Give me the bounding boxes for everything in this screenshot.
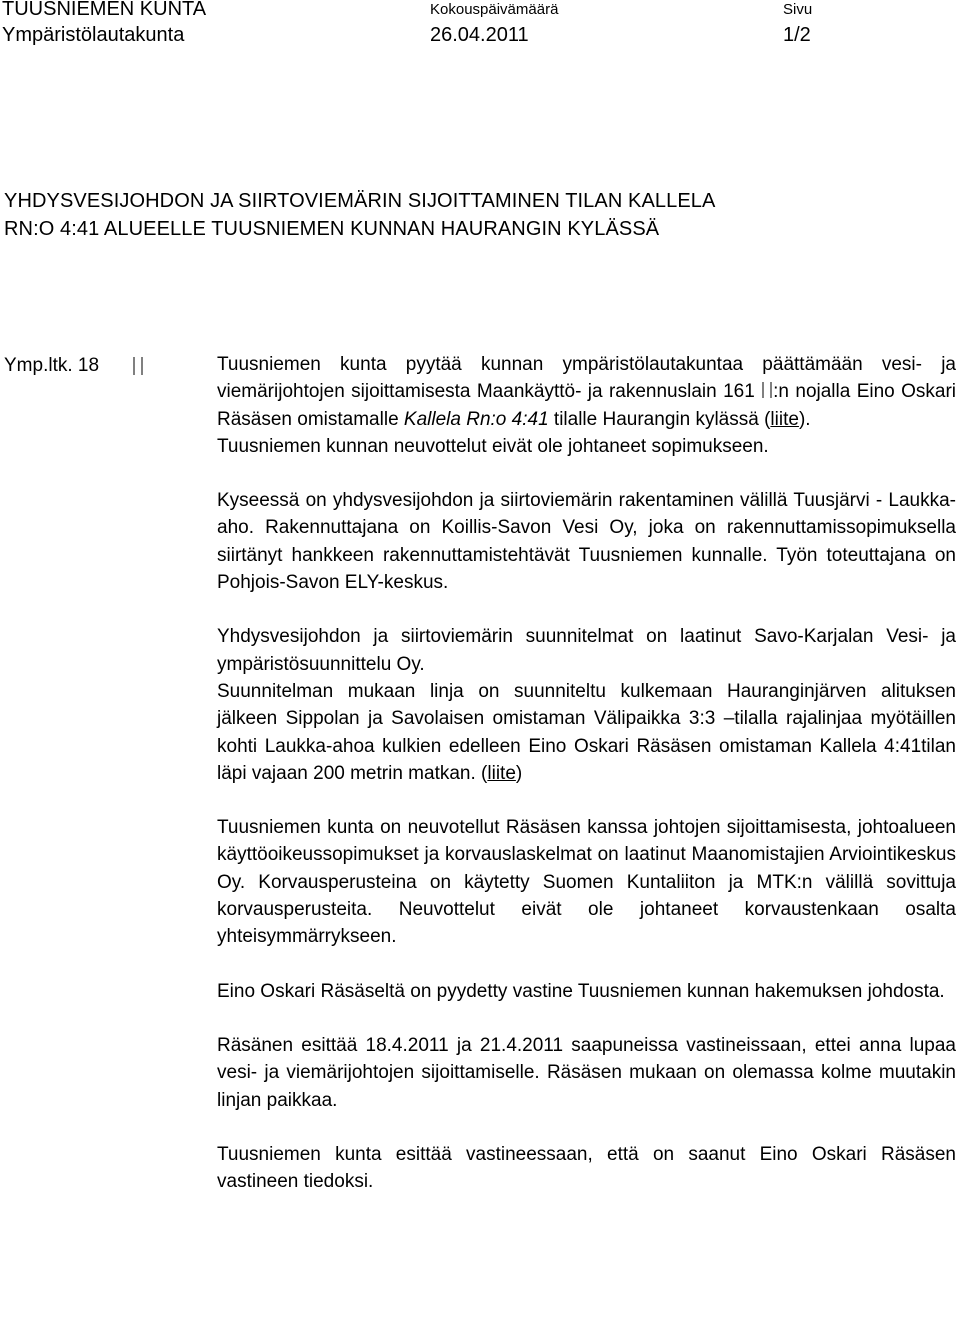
paragraph-1-text-d: ). bbox=[798, 408, 811, 430]
section-sign-icon bbox=[761, 381, 773, 399]
date-label: Kokouspäivämäärä bbox=[430, 1, 559, 18]
paragraph-1-text-b: :n nojalla Eino Oskari Räsäsen omistamalle bbox=[217, 381, 956, 430]
title-line-2: RN:O 4:41 ALUEELLE TUUSNIEMEN KUNNAN HAURANGIN KYLÄSSÄ bbox=[4, 218, 660, 240]
section-sign-icon bbox=[128, 354, 148, 378]
paragraph-4 bbox=[217, 678, 956, 787]
attachment-link[interactable]: liite bbox=[487, 762, 516, 784]
organization-name: TUUSNIEMEN KUNTA bbox=[2, 0, 207, 20]
paragraph-1-text-c: tilalle Haurangin kylässä ( bbox=[553, 408, 771, 430]
meeting-date: 26.04.2011 bbox=[430, 24, 529, 46]
title-line-1: YHDYSVESIJOHDON JA SIIRTOVIEMÄRIN SIJOITTAMINEN TILAN KALLELA bbox=[4, 190, 716, 212]
paragraph-1-line-2: Tuusniemen kunnan neuvottelut eivät ole johtaneet sopimukseen. bbox=[217, 435, 769, 457]
paragraph-8: Tuusniemen kunta esittää vastineessaan, että on saanut Eino Oskari Räsäsen vastineen tiedoksi. bbox=[217, 1143, 956, 1193]
attachment-link[interactable]: liite bbox=[770, 408, 799, 430]
page-number: 1/2 bbox=[783, 24, 811, 46]
document-header bbox=[0, 0, 960, 48]
paragraph-4-text: Suunnitelman mukaan linja on suunniteltu kulkemaan Hauranginjärven alituksen jälkeen Sippolan ja Savolaisen omistaman Välipaikka 3:3 –tilalla rajalinjaa myötäillen kohti Laukka-ahoa kulkien edelleen Eino Oskari Räsäsen omistaman Kallela 4:41tilan läpi vajaan 200 metrin matkan. ( bbox=[217, 680, 956, 784]
page-label: Sivu bbox=[783, 1, 813, 18]
property-name-italic: Kallela Rn:o 4:41 bbox=[403, 408, 549, 430]
paragraph-4-end: ) bbox=[515, 762, 523, 784]
paragraph-3: Yhdysvesijohdon ja siirtoviemärin suunnitelmat on laatinut Savo-Karjalan Vesi- ja ympäristösuunnittelu Oy. bbox=[217, 626, 956, 675]
paragraph-5: Tuusniemen kunta on neuvotellut Räsäsen kanssa johtojen sijoittamisesta, johtoalueen käyttöoikeussopimukset ja korvauslaskelmat on laatinut Maanomistajien Arviointikeskus Oy. Korvausperusteina on käytetty Suomen Kuntaliiton ja MTK:n välillä sovittuja korvausperusteita. Neuvottelut eivät ole johtaneet korvaustenkaan osalta yhteisymmärrykseen. bbox=[217, 817, 956, 948]
paragraph-2: Kyseessä on yhdysvesijohdon ja siirtoviemärin rakentaminen välillä Tuusjärvi - Laukka-aho. Rakennuttajana on Koillis-Savon Vesi Oy, joka on rakennuttamissopimuksella siirtänyt hankkeen rakennuttamistehtävät Tuusniemen kunnalle. Työn toteuttajana on Pohjois-Savon ELY-keskus. bbox=[217, 490, 956, 594]
document-body bbox=[217, 351, 956, 1195]
section-reference: Ymp.ltk. 18 bbox=[4, 355, 100, 376]
board-name: Ympäristölautakunta bbox=[2, 24, 185, 46]
paragraph-1-text-a: Tuusniemen kunta pyytää kunnan ympäristölautakuntaa päättämään vesi- ja viemärijohtojen sijoittamisesta Maankäyttö- ja rakennuslain 161 bbox=[217, 354, 956, 403]
paragraph-7: Räsänen esittää 18.4.2011 ja 21.4.2011 saapuneissa vastineissaan, ettei anna lupaa vesi- ja viemärijohtojen sijoittamiselle. Räsäsen mukaan on olemassa kolme muutakin linjan paikkaa. bbox=[217, 1034, 956, 1111]
paragraph-6: Eino Oskari Räsäseltä on pyydetty vastine Tuusniemen kunnan hakemuksen johdosta. bbox=[217, 980, 945, 1002]
document-title bbox=[4, 187, 715, 243]
paragraph-1 bbox=[217, 351, 956, 460]
